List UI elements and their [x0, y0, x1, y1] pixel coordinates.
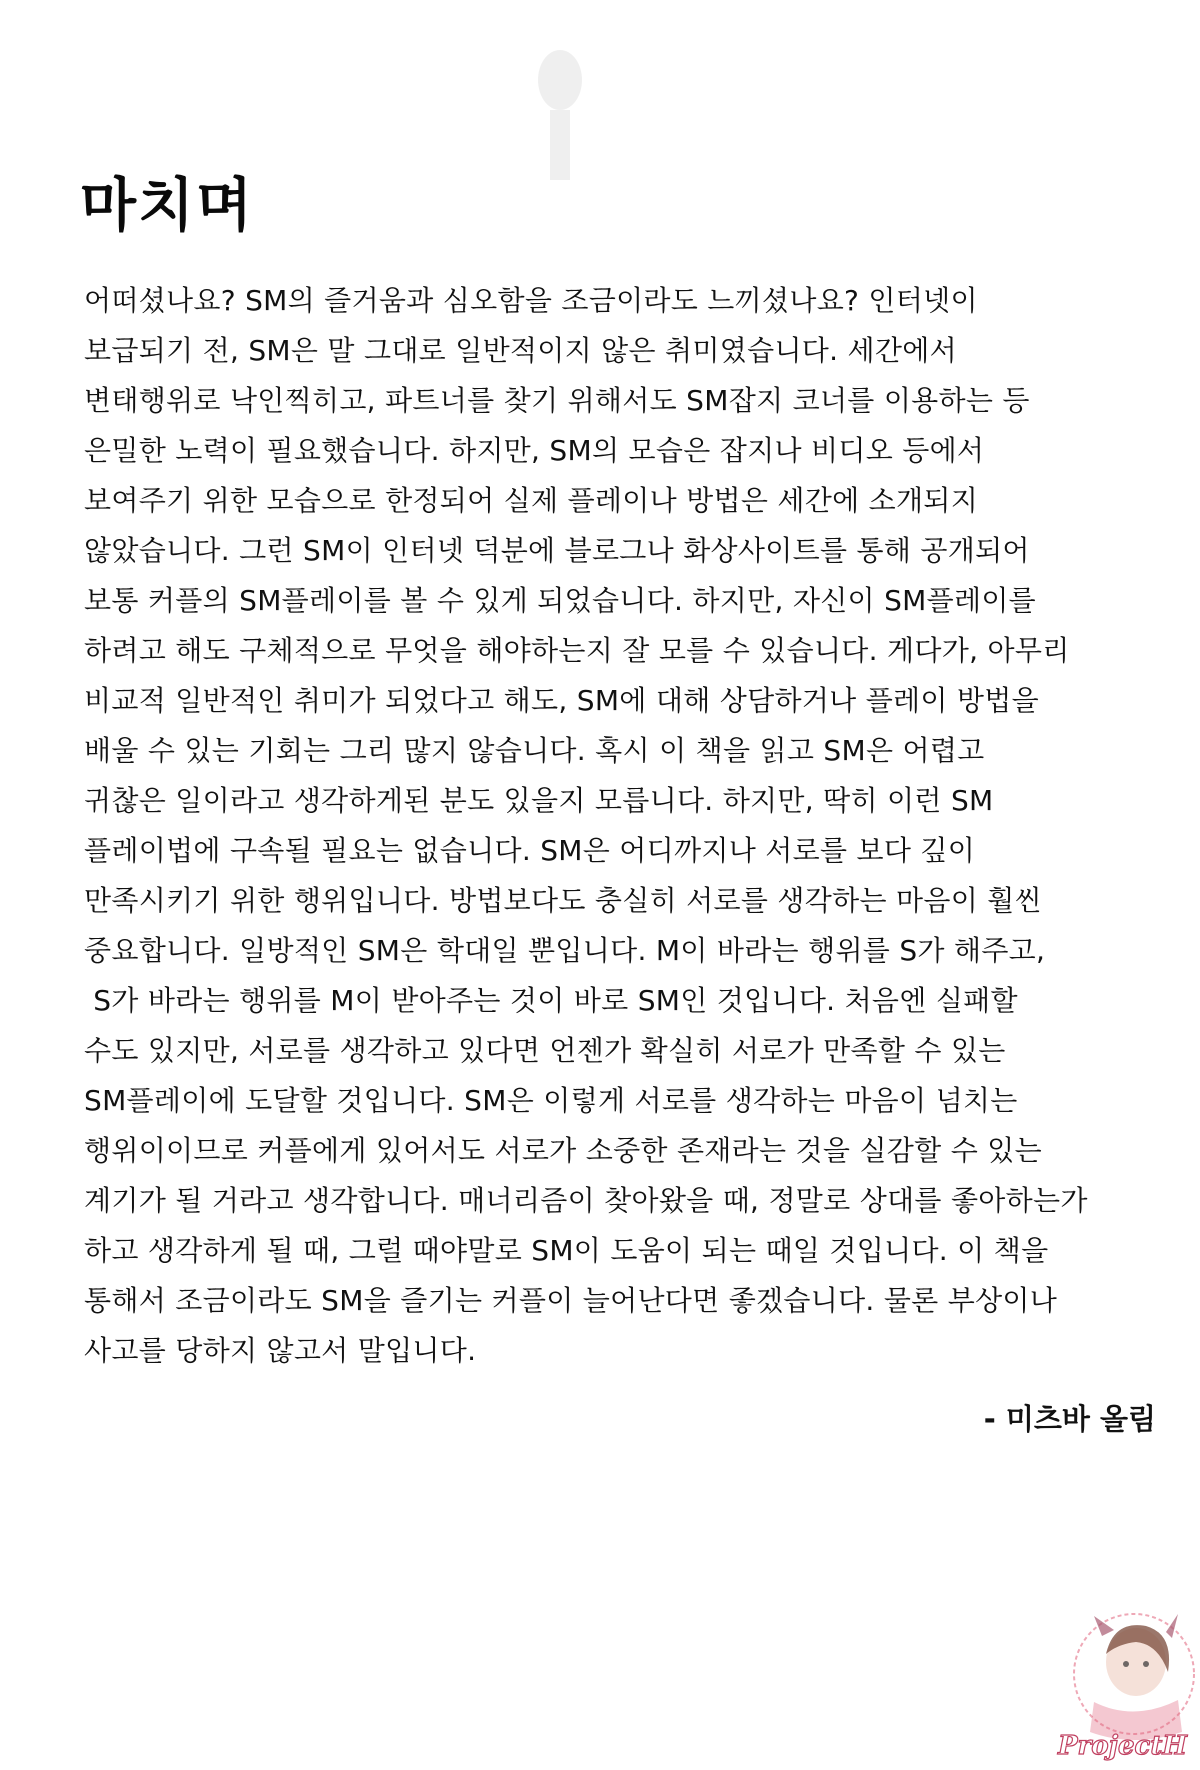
- paragraph-line: 변태행위로 낙인찍히고, 파트너를 찾기 위해서도 SM잡지 코너를 이용하는 등: [84, 384, 1030, 417]
- watermark-logo-text: ProjectH: [1058, 1731, 1187, 1761]
- paragraph-line: 플레이법에 구속될 필요는 없습니다. SM은 어디까지나 서로를 보다 깊이: [84, 834, 976, 867]
- paragraph-line: 중요합니다. 일방적인 SM은 학대일 뿐입니다. M이 바라는 행위를 S가 해주고,: [84, 934, 1046, 967]
- paragraph-line: 보통 커플의 SM플레이를 볼 수 있게 되었습니다. 하지만, 자신이 SM플레이를: [84, 584, 1037, 617]
- paragraph-line: 만족시키기 위한 행위입니다. 방법보다도 충실히 서로를 생각하는 마음이 훨씬: [84, 884, 1042, 917]
- faint-background-mark-icon: [520, 40, 600, 190]
- paragraph-line: 어떠셨나요? SM의 즐거움과 심오함을 조금이라도 느끼셨나요? 인터넷이: [84, 284, 978, 317]
- paragraph-line: 수도 있지만, 서로를 생각하고 있다면 언젠가 확실히 서로가 만족할 수 있는: [84, 1034, 1006, 1067]
- paragraph-line: 보여주기 위한 모습으로 한정되어 실제 플레이나 방법은 세간에 소개되지: [84, 484, 979, 517]
- paragraph-line: 사고를 당하지 않고서 말입니다.: [84, 1334, 477, 1367]
- body-paragraph: [84, 276, 1174, 1376]
- paragraph-line: 하려고 해도 구체적으로 무엇을 해야하는지 잘 모를 수 있습니다. 게다가, 아무리: [84, 634, 1070, 667]
- project-h-watermark-icon: [1054, 1592, 1200, 1770]
- paragraph-line: 않았습니다. 그런 SM이 인터넷 덕분에 블로그나 화상사이트를 통해 공개되어: [84, 534, 1030, 567]
- paragraph-line: 비교적 일반적인 취미가 되었다고 해도, SM에 대해 상담하거나 플레이 방법을: [84, 684, 1039, 717]
- paragraph-line: SM플레이에 도달할 것입니다. SM은 이렇게 서로를 생각하는 마음이 넘치는: [84, 1084, 1018, 1117]
- paragraph-line: 배울 수 있는 기회는 그리 많지 않습니다. 혹시 이 책을 읽고 SM은 어렵고: [84, 734, 985, 767]
- paragraph-line: 행위이이므로 커플에게 있어서도 서로가 소중한 존재라는 것을 실감할 수 있는: [84, 1134, 1042, 1167]
- paragraph-line: 보급되기 전, SM은 말 그대로 일반적이지 않은 취미였습니다. 세간에서: [84, 334, 957, 367]
- paragraph-line: S가 바라는 행위를 M이 받아주는 것이 바로 SM인 것입니다. 처음엔 실패할: [84, 984, 1018, 1017]
- paragraph-line: 통해서 조금이라도 SM을 즐기는 커플이 늘어난다면 좋겠습니다. 물론 부상이나: [84, 1284, 1058, 1317]
- paragraph-line: 은밀한 노력이 필요했습니다. 하지만, SM의 모습은 잡지나 비디오 등에서: [84, 434, 985, 467]
- page-title: 마치며: [80, 171, 255, 239]
- paragraph-line: 하고 생각하게 될 때, 그럴 때야말로 SM이 도움이 되는 때일 것입니다. 이 책을: [84, 1234, 1049, 1267]
- author-signature: - 미츠바 올림: [983, 1402, 1156, 1436]
- paragraph-line: 귀찮은 일이라고 생각하게된 분도 있을지 모릅니다. 하지만, 딱히 이런 SM: [84, 784, 994, 817]
- paragraph-line: 계기가 될 거라고 생각합니다. 매너리즘이 찾아왔을 때, 정말로 상대를 좋아하는가: [84, 1184, 1088, 1217]
